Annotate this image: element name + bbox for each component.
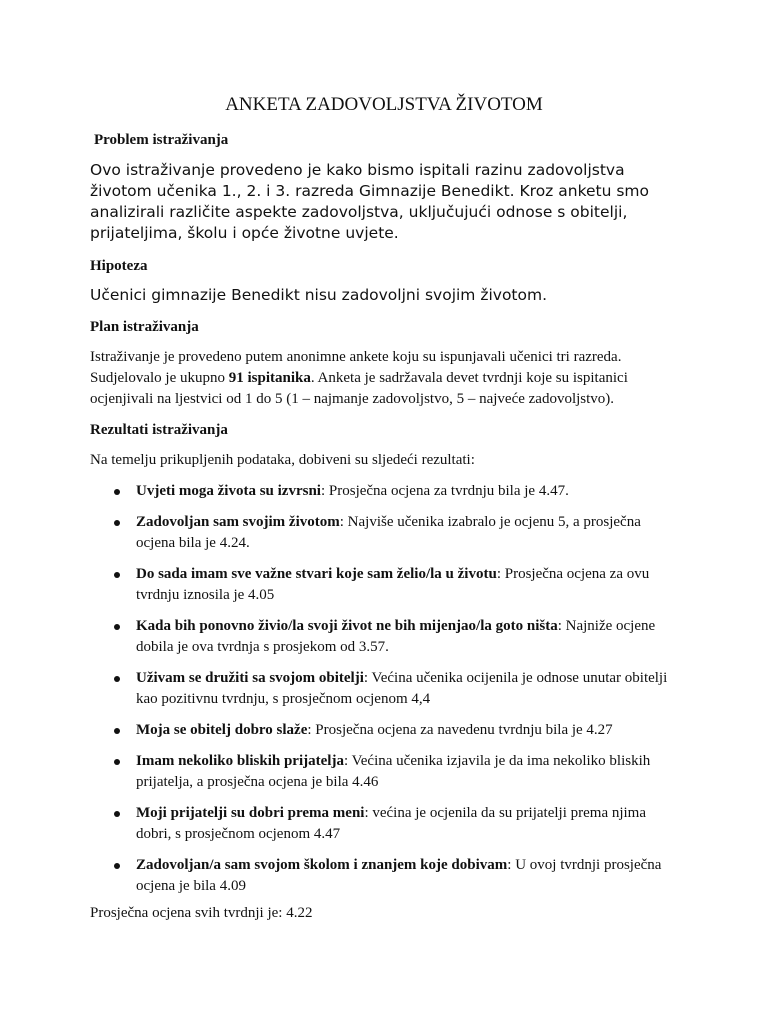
bullet-icon: [114, 520, 120, 526]
list-item-detail: : Najniže ocjene dobila je ova tvrdnja s prosjekom od 3.57.: [136, 618, 656, 655]
list-item-detail: : Prosječna ocjena za tvrdnju bila je 4.47.: [320, 483, 569, 499]
list-item-text: [136, 855, 676, 897]
list-item-detail: : Prosječna ocjena za navedenu tvrdnju bila je 4.27: [307, 722, 613, 738]
list-item-label: Moja se obitelj dobro slaže: [136, 722, 308, 738]
paragraph-hipoteza: Učenici gimnazije Benedikt nisu zadovoljni svojim životom.: [90, 286, 548, 304]
list-item: [90, 803, 690, 845]
document-title: ANKETA ZADOVOLJSTVA ŽIVOTOM: [225, 94, 543, 115]
list-item-label: Zadovoljan/a sam svojom školom i znanjem koje dobivam: [136, 857, 508, 873]
list-item: [90, 668, 690, 710]
heading-hipoteza: Hipoteza: [90, 258, 148, 274]
list-item-detail: : Većina učenika ocijenila je odnose unutar obitelji kao pozitivnu tvrdnju, s prosječnom ocjenom 4,4: [136, 670, 668, 707]
list-item-text: [136, 720, 676, 741]
heading-problem: Problem istraživanja: [94, 132, 229, 148]
list-item: [90, 616, 690, 658]
list-item-label: Imam nekoliko bliskih prijatelja: [136, 753, 344, 769]
list-item: [90, 751, 690, 793]
list-item: [90, 564, 690, 606]
bullet-icon: [114, 624, 120, 630]
list-item-text: [136, 668, 676, 710]
list-item-text: [136, 512, 676, 554]
plan-participants-count: 91 ispitanika: [228, 370, 311, 386]
bullet-icon: [114, 728, 120, 734]
heading-rezultati: Rezultati istraživanja: [90, 422, 228, 438]
plan-text-after: . Anketa je sadržavala devet tvrdnji koje su ispitanici ocjenjivali na ljestvici od 1 do 5 (1 – najmanje zadovoljstvo, 5 – najveće zadovoljstvo).: [90, 370, 628, 407]
results-list: [90, 481, 690, 907]
list-item-text: [136, 803, 676, 845]
list-item: [90, 512, 690, 554]
list-item-detail: : Većina učenika izjavila je da ima nekoliko bliskih prijatelja, a prosječna ocjena je bila 4.46: [136, 753, 651, 790]
list-item-label: Kada bih ponovno živio/la svoji život ne bih mijenjao/la goto ništa: [136, 618, 558, 634]
list-item-text: [136, 481, 676, 502]
list-item-label: Uvjeti moga života su izvrsni: [136, 483, 321, 499]
list-item-label: Zadovoljan sam svojim životom: [136, 514, 340, 530]
list-item: [90, 481, 690, 502]
paragraph-plan: [90, 347, 690, 410]
list-item-label: Uživam se družiti sa svojom obitelji: [136, 670, 364, 686]
bullet-icon: [114, 759, 120, 765]
list-item: [90, 720, 690, 741]
bullet-icon: [114, 811, 120, 817]
list-item-label: Do sada imam sve važne stvari koje sam želio/la u životu: [136, 566, 497, 582]
bullet-icon: [114, 863, 120, 869]
paragraph-overall-average: Prosječna ocjena svih tvrdnji je: 4.22: [90, 905, 313, 921]
list-item-detail: : Najviše učenika izabralo je ocjenu 5, a prosječna ocjena bila je 4.24.: [136, 514, 641, 551]
list-item-text: [136, 564, 676, 606]
list-item-text: [136, 751, 676, 793]
bullet-icon: [114, 489, 120, 495]
list-item-detail: : Prosječna ocjena za ovu tvrdnju iznosila je 4.05: [136, 566, 650, 603]
list-item-label: Moji prijatelji su dobri prema meni: [136, 805, 365, 821]
heading-plan: Plan istraživanja: [90, 319, 199, 335]
paragraph-results-lead: Na temelju prikupljenih podataka, dobiveni su sljedeći rezultati:: [90, 452, 475, 468]
list-item-detail: : U ovoj tvrdnji prosječna ocjena je bila 4.09: [136, 857, 662, 894]
plan-text-before: Istraživanje je provedeno putem anonimne ankete koju su ispunjavali učenici tri razreda. Sudjelovalo je ukupno: [90, 349, 622, 386]
list-item-detail: : većina je ocjenila da su prijatelji prema njima dobri, s prosječnom ocjenom 4.47: [136, 805, 647, 842]
paragraph-problem: Ovo istraživanje provedeno je kako bismo ispitali razinu zadovoljstva životom učenika 1., 2. i 3. razreda Gimnazije Benedikt. Kroz anketu smo analizirali različite aspekte zadovoljstva, uključujući odnose s obitelji, prijateljima, školu i opće životne uvjete.: [90, 161, 650, 242]
list-item: [90, 855, 690, 897]
bullet-icon: [114, 676, 120, 682]
bullet-icon: [114, 572, 120, 578]
list-item-text: [136, 616, 676, 658]
